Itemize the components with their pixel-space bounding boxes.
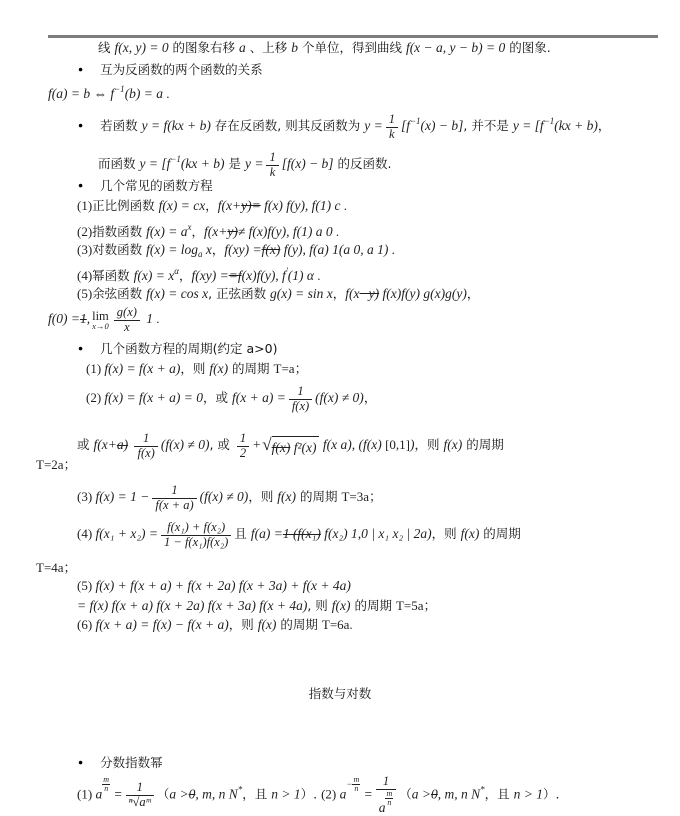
cjk-text: ，或 [202, 390, 232, 406]
garbled-text: f(x) [261, 242, 281, 257]
math-text: f(x)f(y) g(x)g(y) [379, 286, 467, 301]
math-text: f(x) = f(x + a) [104, 361, 181, 376]
math-text: + [252, 437, 262, 453]
exponent-numerator: m [353, 775, 360, 785]
cjk-text: 的图象右移 [168, 40, 240, 55]
math-text: b [291, 40, 298, 55]
superscript: x [187, 222, 192, 232]
math-text: f(x [345, 286, 360, 301]
limit [92, 310, 109, 331]
math-text: f(0) = [48, 311, 80, 327]
formula-line [77, 284, 479, 303]
formula-line [48, 80, 170, 103]
fraction-numerator: 1 [126, 781, 154, 796]
fraction-denominator: k [269, 164, 276, 179]
roman-text: . [388, 242, 395, 257]
math-text: f(a) = [250, 526, 283, 542]
exponent-numerator: m [386, 788, 393, 798]
cjk-text: , 则 [307, 598, 332, 613]
fraction [134, 432, 157, 461]
math-text: f(x + a) = f(x) − f(x + a) [92, 617, 229, 632]
fraction-numerator: g(x) [114, 306, 140, 321]
formula-line [77, 240, 395, 264]
cjk-text: ）. [543, 786, 560, 802]
formula-line [77, 596, 437, 615]
section-heading [0, 684, 680, 703]
bullet-icon: ● [78, 180, 84, 190]
roman-text: (3) [77, 489, 93, 505]
roman-text: (4) [77, 526, 93, 542]
radical-content [272, 436, 319, 457]
roman-text: . [163, 86, 170, 101]
fraction-denominator: f(x) [291, 398, 310, 413]
math-text: y = f(kx + b) [141, 118, 211, 133]
math-text: , m, n N [437, 786, 481, 802]
fraction [386, 113, 398, 142]
fraction [289, 385, 312, 414]
fraction-numerator: 1 [289, 385, 312, 400]
math-text: a [92, 786, 103, 802]
math-text: = [360, 786, 373, 802]
garbled-text: f(x) [271, 439, 291, 455]
cjk-text: 、上移 [245, 40, 292, 55]
cjk-text: 线 [98, 40, 115, 55]
fraction [237, 432, 249, 461]
roman-text: (1) [86, 361, 105, 376]
math-text: f(x) = x [133, 268, 175, 283]
math-text: y = [f [139, 156, 171, 171]
roman-text: (2) [77, 224, 93, 239]
math-text: f(x) = cx [158, 198, 206, 213]
superscript: * [480, 784, 485, 795]
formula-line [98, 38, 551, 57]
math-text: a > [169, 786, 189, 802]
roman-text: (5) [77, 286, 93, 301]
cjk-text: ，则 [180, 361, 210, 376]
formula-line [77, 196, 347, 215]
cjk-text: ， [191, 224, 205, 239]
formula-line [77, 521, 521, 550]
math-text: f(x) = f(x + a) = 0 [104, 390, 203, 406]
superscript: α [174, 266, 179, 276]
exponent-fraction [346, 776, 360, 793]
formula-line [86, 385, 376, 414]
roman-text: . [153, 311, 160, 327]
cjk-text: （ [399, 786, 412, 802]
cjk-text: 分数指数幂 [100, 755, 163, 770]
garbled-text: −y) [359, 286, 380, 301]
superscript: −1 [543, 116, 555, 126]
math-text: f(x) = cos x [146, 286, 209, 301]
roman-text: (1) [77, 786, 93, 802]
bullet-icon: ● [78, 757, 84, 767]
math-text: n > 1 [271, 786, 301, 802]
math-text: y = [f [512, 118, 544, 133]
roman-text: T=6a. [321, 617, 353, 632]
math-text: f(x) [460, 526, 480, 542]
exponent-denominator: n [387, 797, 392, 807]
cjk-text: 的周期 [479, 526, 521, 542]
math-text: f(x) + f(x + a) + f(x + 2a) f(x + 3a) + f(x + 4a) [92, 578, 351, 593]
math-text: f(x) = a [146, 224, 188, 239]
fraction-numerator: 1 [152, 484, 196, 499]
math-text: f(x) = 1 − [92, 489, 150, 505]
cjk-text: 或 [77, 437, 94, 453]
roman-text: T=4a； [36, 560, 77, 575]
math-text: f(x + a) = [231, 390, 286, 406]
math-text: [f [400, 118, 410, 133]
bullet-icon: ● [78, 120, 84, 130]
cjk-text: 的周期 [228, 361, 274, 376]
roman-text: (3) [77, 242, 93, 257]
formula-line [36, 558, 77, 577]
math-text: ≠ f(x)f(y), f(1) a 0 [237, 224, 333, 239]
fraction-numerator: 1 [237, 432, 249, 447]
superscript: * [237, 784, 243, 795]
math-text: f(x) [277, 489, 297, 505]
cjk-text: ， [363, 390, 377, 406]
limit-label: lim [92, 308, 109, 323]
formula-line [86, 359, 308, 378]
math-text: f(a) = b ⇔ f [48, 86, 115, 101]
cjk-text: 的周期 [350, 598, 396, 613]
roman-text: T=5a； [395, 598, 437, 613]
exponent-numerator: m [103, 775, 110, 785]
cjk-text: 而函数 [98, 156, 140, 171]
exponent-fraction [102, 776, 110, 793]
math-text: = [110, 786, 123, 802]
cjk-text: ，且 [242, 786, 272, 802]
math-text: ) [410, 437, 415, 453]
fraction-numerator: 1 [386, 113, 398, 128]
exponent-denominator: n [354, 784, 359, 794]
math-text: g(x) = sin x [270, 286, 333, 301]
fraction [152, 484, 196, 513]
fraction-denominator: 1 − f(x₁)f(x₂) [164, 534, 229, 549]
math-text: (x) − b] [420, 118, 464, 133]
cjk-text: 对数函数 [92, 242, 147, 257]
roman-text: [0,1] [385, 437, 411, 453]
fraction [126, 781, 154, 810]
roman-text: T=a； [273, 361, 308, 376]
superscript: ′ [285, 266, 288, 276]
math-text: [f(x) − b] [281, 156, 334, 171]
exponent-fraction-body [385, 790, 393, 807]
formula-line [98, 150, 392, 179]
roman-text: . [340, 198, 348, 213]
garbled-text: 0 [188, 786, 196, 802]
math-text: n > 1 [513, 786, 544, 802]
fraction-denominator: k [389, 126, 395, 141]
roman-text: (1) [77, 198, 93, 213]
cjk-text: ，则 [431, 526, 461, 542]
cjk-text: 几个常见的函数方程 [100, 178, 213, 193]
math-text: (f(x) ≠ 0) [199, 489, 249, 505]
garbled-text: 1 [79, 311, 87, 327]
fraction-numerator: f(x₁) + f(x₂) [161, 521, 231, 536]
math-text: f(x) [331, 598, 351, 613]
formula-line [48, 306, 160, 335]
limit-under: x→0 [92, 321, 109, 332]
formula-line [77, 576, 351, 595]
cjk-text: 余弦函数 [92, 286, 147, 301]
exponent-fraction [385, 790, 393, 808]
math-text: (kx + b) [554, 118, 598, 133]
cjk-text: 正比例函数 [92, 198, 159, 213]
cjk-text: , 或 [209, 437, 234, 453]
math-text: (x)f(y), f [241, 268, 286, 283]
subscript: a [198, 249, 203, 259]
cjk-text: （ [156, 786, 170, 802]
radical [262, 436, 318, 457]
exponent-fraction-body [102, 776, 110, 793]
math-text: f(x) f(y), f(1) c [260, 198, 341, 213]
formula-line [77, 775, 560, 816]
math-text: f(x) [209, 361, 229, 376]
formula-line [78, 112, 610, 141]
fraction [266, 151, 278, 180]
roman-text: T=3a； [341, 489, 383, 505]
roman-text: (2) [321, 786, 337, 802]
cjk-text: 个单位，得到曲线 [297, 40, 406, 55]
cjk-text: 几个函数方程的周期(约定 a>0) [100, 341, 278, 356]
math-text: f(y), f(a) 1(a 0, a 1) [280, 242, 389, 257]
cjk-text: , 正弦函数 [208, 286, 271, 301]
formula-line [77, 615, 353, 634]
roman-text: (2) [86, 390, 105, 406]
formula-line [78, 176, 213, 195]
math-text: f(x) = log [146, 242, 199, 257]
math-text: x [202, 242, 212, 257]
math-text: f(x+ [217, 198, 242, 213]
math-text: f(x − a, y − b) = 0 [405, 40, 506, 55]
math-text: f(x) [257, 617, 277, 632]
cjk-text: 存在反函数, 则其反函数为 [210, 118, 365, 133]
cjk-text: 指数函数 [92, 224, 147, 239]
formula-line [77, 218, 339, 241]
roman-text: . [332, 224, 340, 239]
fraction-denominator: 2 [239, 445, 247, 460]
superscript: −1 [114, 84, 125, 94]
cjk-text: ，则 [414, 437, 444, 453]
formula-line [36, 455, 77, 474]
fraction-denominator: f(x) [137, 445, 155, 460]
math-text [128, 437, 131, 452]
math-text: = f(x) f(x + a) f(x + 2a) f(x + 3a) f(x + 4a) [77, 598, 308, 613]
math-text: (1) α [287, 268, 314, 283]
cjk-text: ， [332, 286, 346, 301]
fraction-numerator: 1 [134, 432, 157, 447]
math-text: f(x) [443, 437, 463, 453]
cjk-text: 互为反函数的两个函数的关系 [100, 62, 263, 77]
cjk-text: , 并不是 [463, 118, 513, 133]
math-text: f(xy) = [191, 268, 229, 283]
cjk-text: 的周期 [296, 489, 342, 505]
formula-line [77, 432, 504, 461]
cjk-text: ，且 [484, 786, 514, 802]
garbled-text: 0 [431, 786, 438, 802]
superscript: −1 [409, 116, 421, 126]
cjk-text: ， [466, 286, 480, 301]
math-text: f(x+ [204, 224, 228, 239]
math-text: , m, n N [195, 786, 238, 802]
cjk-text: 的反函数. [333, 156, 392, 171]
math-text: a [378, 799, 386, 815]
formula-line [78, 60, 263, 79]
math-text: , [86, 311, 91, 327]
math-text: f(x₁ + x₂) = [92, 526, 159, 542]
formula-line [77, 262, 320, 285]
math-text: f(x a), (f(x) [319, 437, 386, 453]
math-text: f(x, y) = 0 [114, 40, 169, 55]
roman-text: T=2a； [36, 457, 77, 472]
cjk-text: ， [597, 118, 611, 133]
math-text: a > [411, 786, 432, 802]
roman-text: (4) [77, 268, 93, 283]
math-text: (b) = a [124, 86, 164, 101]
cjk-text: ，则 [228, 617, 258, 632]
cjk-text: 是 [224, 156, 245, 171]
formula-line [78, 753, 163, 772]
fraction-denominator: x [124, 319, 130, 334]
math-text: (kx + b) [180, 156, 225, 171]
math-text: f(xy) = [224, 242, 262, 257]
garbled-text: 1 (f(x₁) [282, 526, 321, 542]
garbled-text: y)= [241, 198, 261, 213]
cjk-text: 的周期 [462, 437, 504, 453]
fraction-denominator [376, 790, 397, 816]
math-text: a [336, 786, 347, 802]
math-text: (f(x) ≠ 0) [160, 437, 210, 453]
cjk-text: 若函数 [100, 118, 142, 133]
cjk-text: ，则 [248, 489, 278, 505]
fraction-numerator: 1 [376, 775, 397, 790]
superscript: −1 [170, 154, 181, 164]
formula-line [78, 339, 277, 358]
math-text: (f(x) ≠ 0) [315, 390, 364, 406]
cjk-text: 幂函数 [92, 268, 134, 283]
fraction [376, 775, 397, 816]
math-text: f(x+ [93, 437, 117, 453]
fraction-numerator: 1 [266, 151, 278, 166]
bullet-icon: ● [78, 343, 84, 353]
cjk-text: ， [205, 198, 218, 213]
cjk-text: 的周期 [276, 617, 322, 632]
math-text: y = [244, 156, 264, 171]
bullet-icon: ● [78, 64, 84, 74]
garbled-text: y) [227, 224, 238, 239]
math-text: f²(x) [290, 439, 317, 455]
fraction-denominator: f(x + a) [155, 497, 194, 512]
roman-text: (5) [77, 578, 93, 593]
radical-sign: √ [262, 434, 272, 454]
roman-text: . [313, 268, 321, 283]
cjk-text: 的图象. [505, 40, 551, 55]
fraction-denominator: ⁿ√aᵐ [128, 794, 151, 809]
math-text: y = [364, 118, 383, 133]
exponent-sign: − [346, 779, 353, 790]
math-text: 1 [142, 311, 154, 327]
cjk-text: ， [211, 242, 225, 257]
roman-text: (6) [77, 617, 93, 632]
section-heading-text: 指数与对数 [308, 686, 372, 701]
cjk-text: 且 [234, 526, 251, 542]
exponent-denominator: n [104, 784, 109, 794]
math-text: a [239, 40, 246, 55]
garbled-text: =f [228, 268, 242, 283]
cjk-text: ， [178, 268, 192, 283]
garbled-text: a) [116, 437, 129, 453]
formula-line [77, 484, 382, 513]
fraction [161, 521, 231, 550]
fraction [114, 306, 140, 335]
cjk-text: ）. [300, 786, 322, 802]
math-text: f(x₂) 1,0 | x₁ x₂ | 2a) [320, 526, 432, 542]
